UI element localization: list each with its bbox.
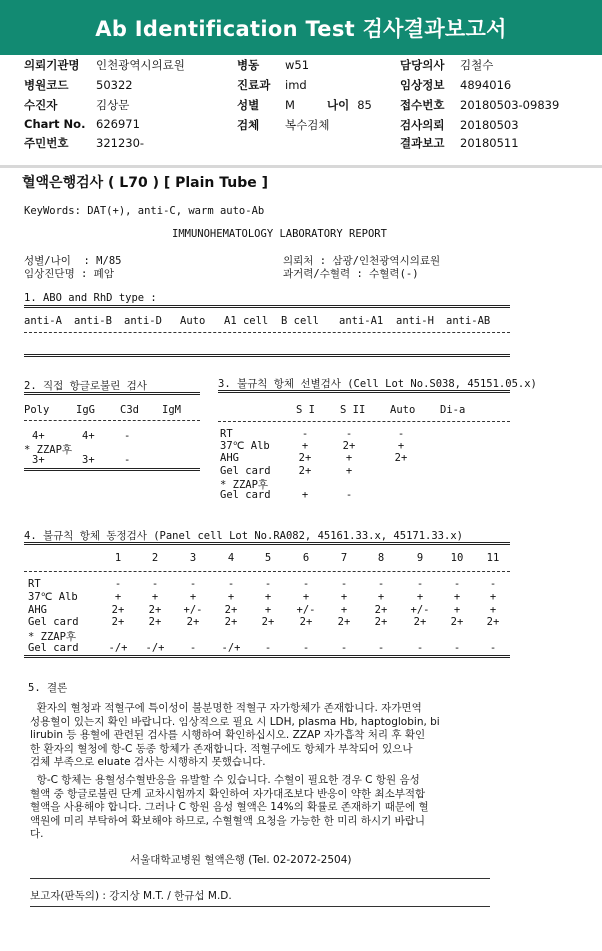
section1-title: 1. ABO and RhD type : (24, 292, 157, 304)
field-request-date: 검사의뢰 20180503 (400, 118, 519, 132)
conclusion-line: 혈액을 사용해야 합니다. 그러나 C 항원 음성 혈액은 14%의 확률로 존재하기 때문에 혈 (30, 801, 429, 813)
panel-cell: + (416, 590, 424, 603)
panel-column-header: 8 (377, 552, 385, 564)
screening-cell: 2+ (298, 452, 312, 465)
scanned-report (0, 168, 602, 951)
screening-cell: + (301, 440, 309, 453)
patient-info-header (0, 55, 602, 165)
divider (24, 420, 200, 421)
screening-row-label: * ZZAP후 (220, 478, 269, 491)
section2-title: 2. 직접 항글로불린 검사 (24, 380, 147, 392)
panel-column-header: 9 (416, 552, 424, 564)
panel-cell: +/- (183, 603, 203, 616)
lab-report-title: IMMUNOHEMATOLOGY LABORATORY REPORT (172, 228, 387, 240)
panel-cell: - (302, 578, 310, 590)
client: 의뢰처 : 삼광/인천광역시의료원 (283, 255, 441, 267)
panel-cell: + (489, 590, 497, 603)
panel-cell: + (114, 590, 122, 603)
abo-column-header: anti-AB (446, 315, 491, 327)
dat-row-label: * ZZAP후 (24, 444, 73, 456)
panel-cell: + (151, 590, 159, 603)
field-specimen: 검체 복수검체 (237, 118, 330, 132)
field-chart-no: Chart No. 626971 (24, 117, 140, 131)
field-department: 진료과 imd (237, 78, 307, 92)
abo-column-header: anti-H (396, 315, 434, 327)
panel-column-header: 3 (189, 552, 197, 564)
section4-title: 4. 불규칙 항체 동정검사 (Panel cell Lot No.RA082, 45161.33.x, 45171.33.x) (24, 530, 463, 542)
panel-cell: 2+ (224, 616, 238, 629)
screening-column-header: Auto (390, 404, 416, 416)
dat-cell: - (124, 454, 131, 466)
screening-row-label: Gel card (220, 464, 271, 477)
abo-column-header: anti-A (24, 315, 62, 327)
panel-cell: + (340, 603, 348, 616)
panel-cell: + (489, 603, 497, 616)
screening-row-label: AHG (220, 452, 239, 465)
panel-cell: +/- (296, 603, 316, 616)
panel-cell: - (151, 578, 159, 590)
section5-title: 5. 결론 (28, 682, 68, 694)
reporter: 보고자(판독의) : 강지상 M.T. / 한규섭 M.D. (30, 890, 232, 902)
panel-cell: - (416, 642, 424, 654)
screening-row-label: RT (220, 428, 233, 440)
field-clinical-info: 임상정보 4894016 (400, 78, 512, 92)
abo-column-header: anti-D (124, 315, 162, 327)
panel-cell: - (416, 578, 424, 590)
divider (24, 542, 510, 545)
screening-cell: 2+ (298, 464, 312, 477)
panel-cell: -/+ (145, 642, 165, 654)
panel-cell: 2+ (148, 603, 162, 616)
screening-row-label: 37℃ Alb (220, 440, 270, 453)
field-patient-name: 수진자 김상문 (24, 98, 130, 112)
panel-cell: -/+ (108, 642, 128, 654)
conclusion-line: 환자의 혈청과 적혈구에 특이성이 불분명한 적혈구 자가항체가 존재합니다. 자가면역 (30, 702, 422, 714)
keywords: KeyWords: DAT(+), anti-C, warm auto-Ab (24, 205, 265, 217)
conclusion-line: 성용혈이 있는지 확인 바랍니다. 임상적으로 필요 시 LDH, plasma Hb, haptoglobin, bi (30, 715, 440, 728)
divider (30, 906, 490, 907)
panel-cell: 2+ (486, 616, 500, 629)
divider (24, 354, 510, 357)
conclusion-line: lirubin 등 용혈에 관련된 검사를 시행하여 확인하십시오. ZZAP 자가흡착 처리 후 확인 (30, 729, 426, 741)
field-ward: 병동 w51 (237, 58, 310, 72)
screening-cell: + (345, 464, 353, 477)
divider (24, 332, 510, 333)
divider (24, 305, 510, 308)
field-report-date: 결과보고 20180511 (400, 136, 519, 150)
screening-cell: - (397, 428, 405, 440)
panel-cell: 2+ (450, 616, 464, 629)
panel-row-label: * ZZAP후 (28, 631, 77, 644)
screening-cell: - (345, 489, 353, 501)
panel-cell: 2+ (111, 616, 125, 629)
panel-cell: 2+ (186, 616, 200, 629)
panel-cell: + (264, 603, 272, 616)
conclusion-paragraph-2 (30, 774, 555, 842)
dat-cell: 4+ (32, 430, 45, 442)
panel-cell: 2+ (413, 616, 427, 629)
panel-cell: 2+ (374, 603, 388, 616)
dat-cell: - (124, 430, 131, 442)
field-resident-no: 주민번호 321230- (24, 136, 145, 150)
screening-column-header: S II (340, 404, 366, 416)
field-receipt-no: 접수번호 20180503-09839 (400, 98, 560, 112)
dat-cell: 3+ (32, 454, 45, 466)
divider (24, 468, 200, 471)
screening-cell: - (345, 428, 353, 440)
field-age: 나이 85 (327, 98, 372, 112)
panel-cell: + (453, 603, 461, 616)
panel-cell: 2+ (337, 616, 351, 629)
panel-cell: 2+ (261, 616, 275, 629)
conclusion-paragraph-1 (30, 702, 555, 770)
panel-cell: + (340, 590, 348, 603)
field-institution: 의뢰기관명 인천광역시의료원 (24, 58, 185, 72)
screening-row-label: Gel card (220, 489, 271, 501)
panel-cell: - (340, 578, 348, 590)
report-heading: 혈액은행검사 ( L70 ) [ Plain Tube ] (22, 175, 269, 191)
conclusion-line: 혈액 중 항글로불린 단계 교차시험까지 확인하여 자가대조보다 반응이 약한 최소부적합 (30, 787, 426, 800)
panel-row-label: Gel card (28, 642, 79, 654)
divider (24, 392, 200, 395)
panel-column-header: 2 (151, 552, 159, 564)
panel-cell: - (264, 578, 272, 590)
clinical-diagnosis: 임상진단명 : 폐암 (24, 268, 114, 280)
conclusion-line: 액원에 미리 부탁하여 확보해야 하므로, 수혈혈액 요청을 가능한 한 미리 하시기 바랍니 (30, 814, 426, 827)
panel-cell: +/- (410, 603, 430, 616)
sex-age: 성별/나이 : M/85 (24, 255, 122, 267)
panel-cell: - (453, 578, 461, 590)
dat-column-header: C3d (120, 404, 139, 416)
transfusion-history: 과거력/수혈력 : 수혈력(-) (283, 268, 419, 280)
divider (218, 390, 510, 393)
panel-cell: + (189, 590, 197, 603)
screening-cell: + (301, 489, 309, 501)
field-sex: 성별 M (237, 98, 295, 112)
panel-cell: 2+ (224, 603, 238, 616)
abo-column-header: anti-A1 (339, 315, 384, 327)
field-hospital-code: 병원코드 50322 (24, 78, 133, 92)
conclusion-line: 한 환자의 혈청에 항-C 동종 항체가 존재합니다. 적혈구에도 항체가 부착되어 있으나 (30, 742, 413, 755)
abo-column-header: A1 cell (224, 315, 269, 327)
panel-cell: - (377, 642, 385, 654)
panel-row-label: AHG (28, 603, 47, 616)
panel-cell: + (227, 590, 235, 603)
panel-cell: - (489, 642, 497, 654)
divider (24, 655, 510, 658)
section3-title: 3. 불규칙 항체 선별검사 (Cell Lot No.S038, 45151.05.x) (218, 378, 537, 390)
panel-cell: 2+ (299, 616, 313, 629)
report-title: Ab Identification Test 검사결과보고서 (95, 16, 507, 41)
abo-column-header: Auto (180, 315, 206, 327)
screening-cell: + (345, 452, 353, 465)
abo-column-header: anti-B (74, 315, 112, 327)
panel-cell: - (227, 578, 235, 590)
conclusion-line: 항-C 항체는 용혈성수혈반응을 유발할 수 있습니다. 수혈이 필요한 경우 C 항원 음성 (30, 774, 420, 786)
panel-cell: - (264, 642, 272, 654)
panel-column-header: 4 (227, 552, 235, 564)
panel-cell: - (489, 578, 497, 590)
abo-column-header: B cell (281, 315, 319, 327)
report-title-bar (0, 0, 602, 55)
panel-cell: + (453, 590, 461, 603)
panel-cell: - (377, 578, 385, 590)
conclusion-line: 다. (30, 828, 44, 840)
panel-cell: - (302, 642, 310, 654)
panel-cell: 2+ (374, 616, 388, 629)
panel-row-label: RT (28, 578, 41, 590)
divider (218, 421, 510, 422)
screening-column-header: Di-a (440, 404, 466, 416)
screening-cell: 2+ (342, 440, 356, 453)
panel-cell: -/+ (221, 642, 241, 654)
dat-cell: 3+ (82, 454, 95, 466)
institution: 서울대학교병원 혈액은행 (Tel. 02-2072-2504) (130, 854, 352, 866)
panel-cell: - (453, 642, 461, 654)
dat-cell: 4+ (82, 430, 95, 442)
conclusion-line: 검체 부족으로 eluate 검사는 시행하지 못했습니다. (30, 756, 266, 768)
dat-column-header: IgM (162, 404, 181, 416)
screening-cell: - (301, 428, 309, 440)
panel-cell: - (189, 578, 197, 590)
dat-column-header: IgG (76, 404, 95, 416)
panel-column-header: 11 (486, 552, 500, 564)
panel-cell: + (264, 590, 272, 603)
panel-cell: - (189, 642, 197, 654)
panel-column-header: 1 (114, 552, 122, 564)
screening-cell: 2+ (394, 452, 408, 465)
screening-column-header: S I (296, 404, 315, 416)
divider (30, 878, 490, 879)
panel-column-header: 10 (450, 552, 464, 564)
panel-cell: + (377, 590, 385, 603)
panel-row-label: Gel card (28, 616, 79, 629)
dat-column-header: Poly (24, 404, 50, 416)
panel-column-header: 7 (340, 552, 348, 564)
panel-row-label: 37℃ Alb (28, 590, 78, 603)
panel-column-header: 5 (264, 552, 272, 564)
panel-cell: - (114, 578, 122, 590)
panel-cell: 2+ (111, 603, 125, 616)
panel-column-header: 6 (302, 552, 310, 564)
divider (24, 571, 510, 572)
field-doctor: 담당의사 김철수 (400, 58, 494, 72)
panel-cell: 2+ (148, 616, 162, 629)
panel-cell: + (302, 590, 310, 603)
panel-cell: - (340, 642, 348, 654)
screening-cell: + (397, 440, 405, 453)
